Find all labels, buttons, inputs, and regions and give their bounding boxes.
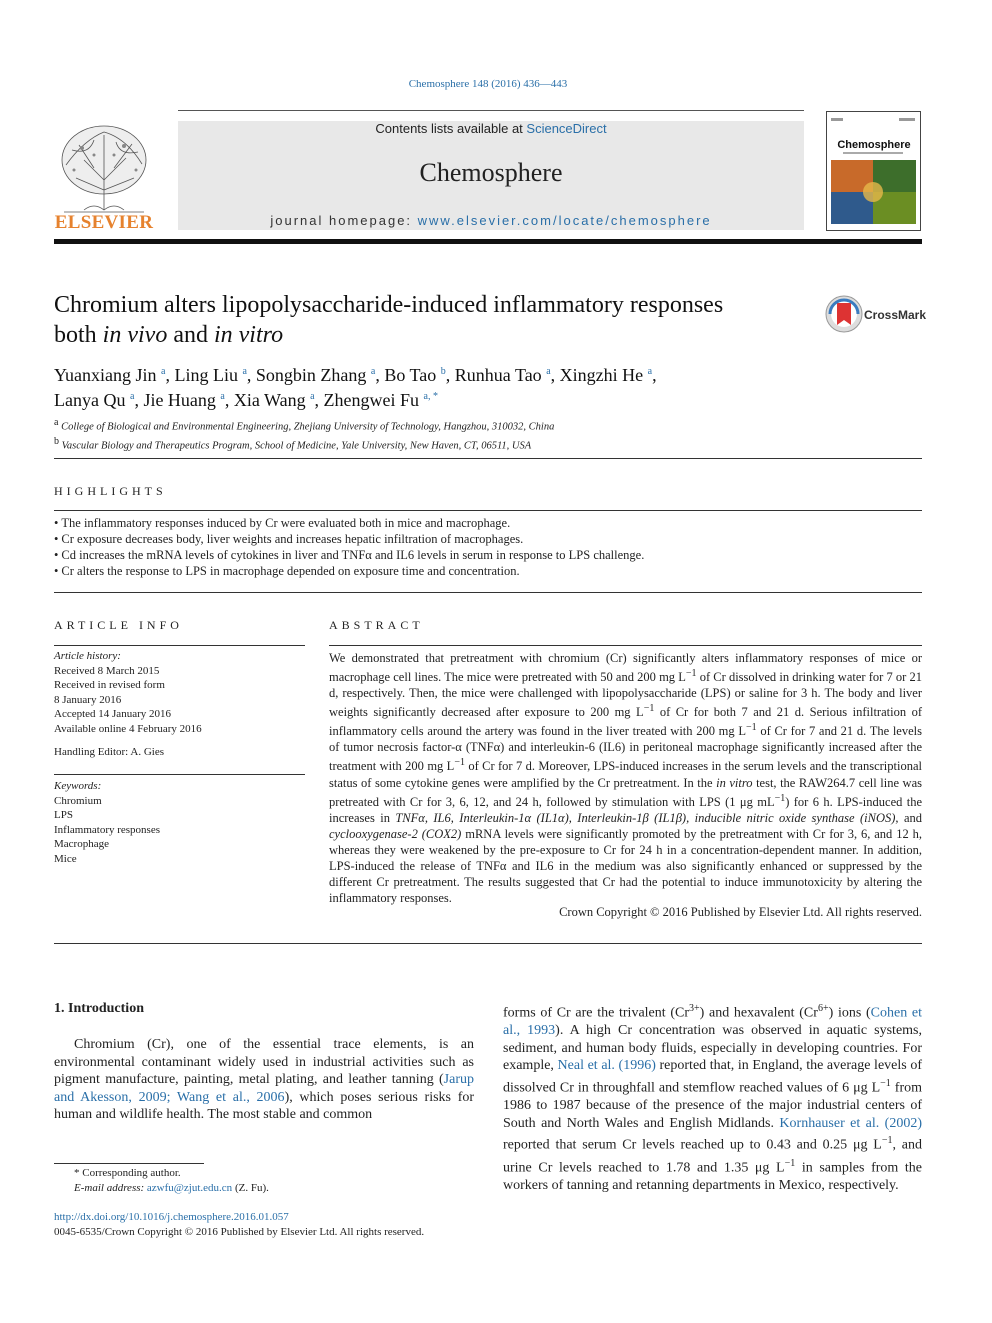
top-divider (178, 110, 804, 111)
section-heading-introduction: 1. Introduction (54, 1001, 144, 1016)
intro-right-column: forms of Cr are the trivalent $(Cr^{3+})$ and hexavalent $(Cr^{6+})$ ions (Cohen et al., 1993). A high Cr concentration was observed in aquatic systems, sediment, and human body fluids, especially in developing countries. For example, Neal et al. (1996) reported that, in England, the average levels of dissolved Cr in throughfall and stemflow reached values of 6 μg $L^{-1}$ from 1986 to 1987 because of the presence of the major industrial centers of South and North Wales and English Midlands. Kornhauser et al. (2002) reported that serum Cr levels reached up to 0.43 and 0.25 μg $L^{-1}$, and urine Cr levels reached to 1.78 and 1.35 μg $L^{-1}$ in samples from the workers of tanning and retanning departments in Mexico, respectively. (503, 1003, 923, 1193)
author-name[interactable]: Runhua Tao (454, 365, 542, 385)
intro-left-column: Chromium (Cr), one of the essential trace elements, is an environmental contaminant widely used in industrial activities such as pigment manufacture, painting, metal plating, and leather tanning (Jarup and Akesson, 2009; Wang et al., 2006), which poses serious risks for human and wildlife health. The most stable and common (54, 1037, 475, 1123)
author-affiliation-mark[interactable]: a (647, 366, 653, 377)
keyword-item: LPS (54, 809, 73, 821)
highlights-list (54, 515, 922, 579)
author-affiliation-mark[interactable]: a (546, 366, 551, 377)
highlight-item: • Cr exposure decreases body, liver weights and increases hepatic infiltration of macrophages. (54, 531, 922, 547)
divider (54, 510, 922, 511)
homepage-link[interactable]: www.elsevier.com/locate/chemosphere (417, 213, 712, 228)
journal-homepage (178, 213, 804, 228)
citation-link[interactable]: Neal et al. (1996) (557, 1058, 656, 1074)
author-name[interactable]: Zhengwei Fu (323, 390, 420, 410)
author-name[interactable]: Jie Huang (143, 390, 216, 410)
author-name[interactable]: Lanya Qu (54, 390, 126, 410)
author-name[interactable]: Ling Liu (174, 365, 238, 385)
doi-link[interactable]: http://dx.doi.org/10.1016/j.chemosphere.2016.01.057 (54, 1211, 289, 1223)
keyword-item: Chromium (54, 794, 102, 807)
elsevier-wordmark: ELSEVIER (54, 212, 154, 233)
author-name[interactable]: Yuanxiang Jin (54, 365, 157, 385)
author-name[interactable]: Xia Wang (233, 390, 306, 410)
corresponding-footnote (54, 1166, 474, 1196)
affiliations (54, 416, 914, 453)
history-item: Available online 4 February 2016 (54, 722, 202, 735)
author-affiliation-mark[interactable]: a (161, 366, 166, 377)
contents-availability (178, 121, 804, 136)
keyword-item: Macrophage (54, 838, 109, 850)
authors-line-1: Yuanxiang Jin $^a$, Ling Liu $^a$, Songbin Zhang $^a$, Bo Tao $^b$, Runhua Tao $^a$, Xingzhi He $^a$, (54, 365, 657, 385)
corresponding-author: * Corresponding author. (74, 1167, 181, 1179)
highlights-heading: HIGHLIGHTS (54, 484, 167, 498)
author-affiliation-mark[interactable]: b (440, 366, 446, 377)
author-name[interactable]: Songbin Zhang (255, 365, 367, 385)
affiliation-a: $^a$ College of Biological and Environmental Engineering, Zhejiang University of Technology, Hangzhou, 310032, China (54, 417, 555, 433)
abstract-text: We demonstrated that pretreatment with chromium (Cr) significantly alters inflammatory responses of mice or macrophage cell lines. The mice were pretreated with 50 and 200 mg $L^{-1}$ of Cr dissolved in drinking water for 7 or 21 d, respectively. Then, the mice were challenged with lipopolysaccharide (LPS) or saline for 3 h. The body and liver weights significantly decreased after exposure to 200 mg $L^{-1}$ of Cr for both 7 and 21 d. Serious infiltration of inflammatory cells around the artery was found in the liver treated with 200 mg $L^{-1}$ of Cr for 7 and 21 d. The levels of tumor necrosis factor-α (TNFα) and interleukin-6 (IL6) in peritoneal macrophage significantly increased after the treatment with 200 mg $L^{-1}$ of Cr for 7 d. Moreover, LPS-induced increases in the serum levels and the transcriptional status of some cytokine genes were amplified by the Cr pretreatment. In the in vitro test, the RAW264.7 cell line was pretreated with Cr for 3, 6, 12, and 24 h, followed by stimulation with LPS (1 μg $mL^{-1}$) for 6 h. LPS-induced the increases in TNFα, IL6, Interleukin-1α (IL1α), Interleukin-1β (IL1β), inducible nitric oxide synthase (iNOS), and cyclooxygenase-2 (COX2) mRNA levels were significantly promoted by the pretreatment with Cr for 3, 6, and 12 h, whereas they were weakened by the pre-exposure to Cr for 24 h in a concentration-dependent manner. In addition, LPS-induced the release of TNFα and IL6 in the medium was also significantly enhanced or suppressed by the different Cr pretreatment. The results suggested that Cr had the potential to induce immunotoxicity by altering the inflammatory responses. (329, 651, 923, 905)
history-item: Received 8 March 2015 (54, 664, 160, 677)
email-line: E-mail address: azwfu@zjut.edu.cn (Z. Fu). (74, 1182, 269, 1194)
abstract-copyright: Crown Copyright © 2016 Published by Elsevier Ltd. All rights reserved. (559, 905, 922, 919)
divider (54, 943, 922, 944)
title-line-1: Chromium alters lipopolysaccharide-induced inflammatory responses (54, 292, 724, 318)
author-affiliation-mark[interactable]: a (242, 366, 247, 377)
author-affiliation-mark[interactable]: a (370, 366, 376, 377)
authors-line-2: Lanya Qu $^a$, Jie Huang $^a$, Xia Wang $^a$, Zhengwei Fu $^{a, *}$ (54, 390, 438, 410)
journal-citation[interactable]: Chemosphere 148 (2016) 436—443 (408, 78, 568, 90)
email-link[interactable]: azwfu@zjut.edu.cn (146, 1182, 233, 1194)
author-affiliation-mark[interactable]: a, * (423, 391, 438, 402)
sciencedirect-link[interactable]: ScienceDirect (526, 121, 607, 136)
highlight-item: • The inflammatory responses induced by Cr were evaluated both in mice and macrophage. (54, 515, 922, 531)
journal-name: Chemosphere (419, 158, 563, 187)
divider (54, 592, 922, 593)
highlight-item: • Cd increases the mRNA levels of cytokines in liver and TNFα and IL6 levels in serum in response to LPS challenge. (54, 547, 922, 563)
history-item: Accepted 14 January 2016 (54, 708, 171, 720)
keywords (54, 779, 305, 866)
history-label: Article history: (54, 650, 121, 662)
title-line-2: both in vivo and in vitro (54, 322, 284, 348)
citation-link[interactable]: Cohen et al., 1993 (503, 1005, 922, 1039)
handling-editor: Handling Editor: A. Gies (54, 746, 164, 758)
keywords-label: Keywords: (54, 780, 102, 792)
cover-title: Chemosphere (837, 139, 911, 151)
keyword-item: Inflammatory responses (54, 823, 160, 836)
article-title (54, 290, 814, 350)
author-affiliation-mark[interactable]: a (310, 391, 315, 402)
history-item: 8 January 2016 (54, 693, 122, 706)
divider (329, 645, 922, 646)
journal-cover[interactable] (826, 111, 921, 231)
abstract-heading: ABSTRACT (329, 618, 424, 632)
header-thick-divider (54, 239, 922, 244)
divider (54, 774, 305, 775)
author-name[interactable]: Bo Tao (384, 365, 437, 385)
issn-copyright: 0045-6535/Crown Copyright © 2016 Published by Elsevier Ltd. All rights reserved. (54, 1226, 425, 1238)
article-info-heading: ARTICLE INFO (54, 618, 183, 632)
homepage-prefix: journal homepage: (270, 213, 418, 228)
crossmark-label[interactable]: CrossMark (864, 308, 927, 322)
contents-prefix: Contents lists available at (375, 121, 527, 136)
article-history (54, 649, 305, 736)
author-affiliation-mark[interactable]: a (220, 391, 225, 402)
divider (54, 645, 305, 646)
author-name[interactable]: Xingzhi He (559, 365, 644, 385)
author-list (54, 361, 914, 411)
footnote-divider (54, 1163, 204, 1164)
keyword-item: Mice (54, 852, 77, 865)
history-item: Received in revised form (54, 679, 165, 691)
citation-link[interactable]: Jarup and Akesson, 2009; Wang et al., 2006 (54, 1072, 474, 1105)
divider (54, 458, 922, 459)
affiliation-b: $^b$ Vascular Biology and Therapeutics Program, School of Medicine, Yale University, New Haven, CT, 06511, USA (54, 435, 532, 451)
highlight-item: • Cr alters the response to LPS in macrophage depended on exposure time and concentration. (54, 563, 922, 579)
citation-link[interactable]: Kornhauser et al. (2002) (779, 1115, 922, 1131)
cover-artwork (827, 112, 920, 230)
author-affiliation-mark[interactable]: a (129, 391, 135, 402)
